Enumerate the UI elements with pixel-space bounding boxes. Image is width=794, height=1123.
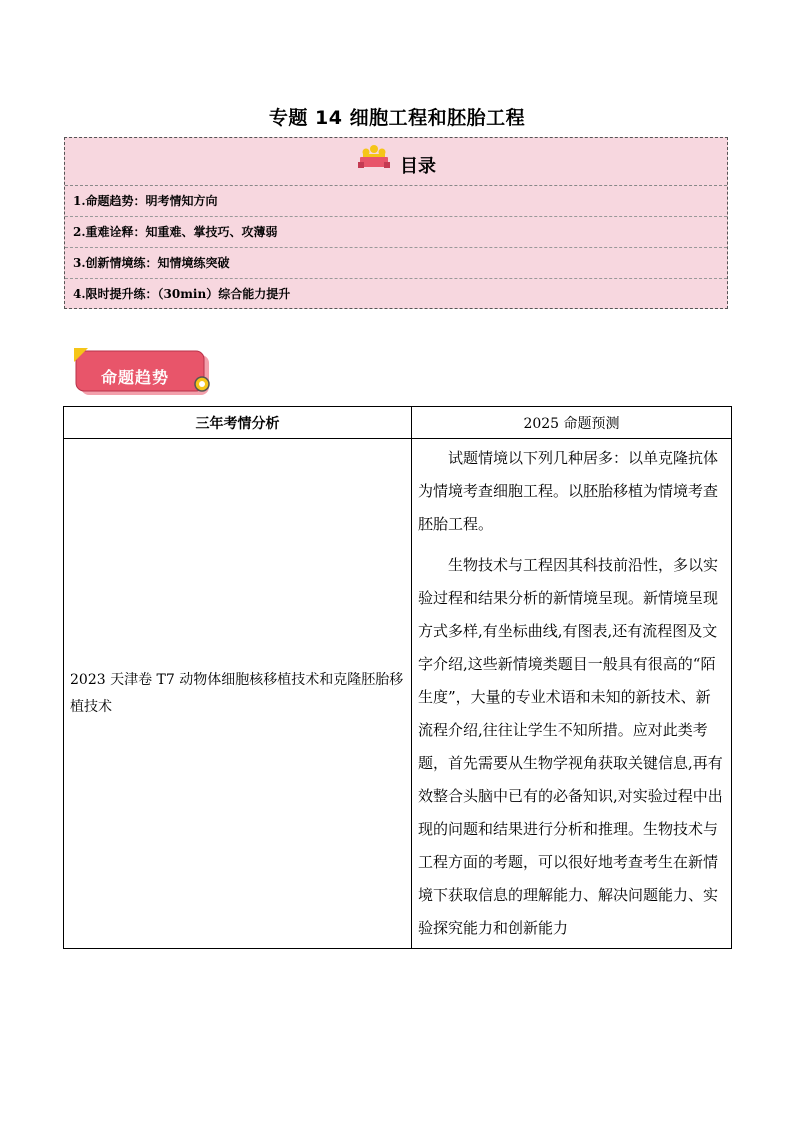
toc-item[interactable]: 1.命题趋势：明考情知方向 [65,186,727,217]
prediction-cell [412,439,732,949]
table-row [64,439,732,949]
table-of-contents [64,137,728,309]
toc-heading: 目录 [400,156,436,177]
prediction-paragraph: 试题情境以下列几种居多：以单克隆抗体为情境考查细胞工程。以胚胎移植为情境考查胚胎工程。 [418,449,719,533]
trend-table [63,406,732,949]
toc-item[interactable]: 3.创新情境练：知情境练突破 [65,248,727,279]
column-header-prediction: 2025 命题预测 [412,407,732,439]
prediction-paragraph: 生物技术与工程因其科技前沿性，多以实验过程和结果分析的新情境呈现。新情境呈现方式多样,有坐标曲线,有图表,还有流程图及文字介绍,这些新情境类题目一般具有很高的“陌生度”，大量的专业术语和未知的新技术、新流程介绍,往往让学生不知所措。应对此类考题，首先需要从生物学视角获取关键信息,再有效整合头脑中已有的必备知识,对实验过程中出现的问题和结果进行分析和推理。生物技术与工程方面的考题，可以很好地考查考生在新情境下获取信息的理解能力、解决问题能力、实验探究能力和创新能力 [418,556,723,937]
analysis-cell: 2023 天津卷 T7 动物体细胞核移植技术和克隆胚胎移植技术 [64,439,412,949]
crown-icon [358,144,390,170]
section-badge-label: 命题趋势 [101,368,170,387]
column-header-analysis: 三年考情分析 [64,407,412,439]
page-title: 专题 14 细胞工程和胚胎工程 [268,107,526,129]
table-header-row [64,407,732,439]
toc-item[interactable]: 2.重难诠释：知重难、掌技巧、攻薄弱 [65,217,727,248]
toc-item[interactable]: 4.限时提升练：（30min）综合能力提升 [73,287,291,301]
toc-header [65,138,727,186]
